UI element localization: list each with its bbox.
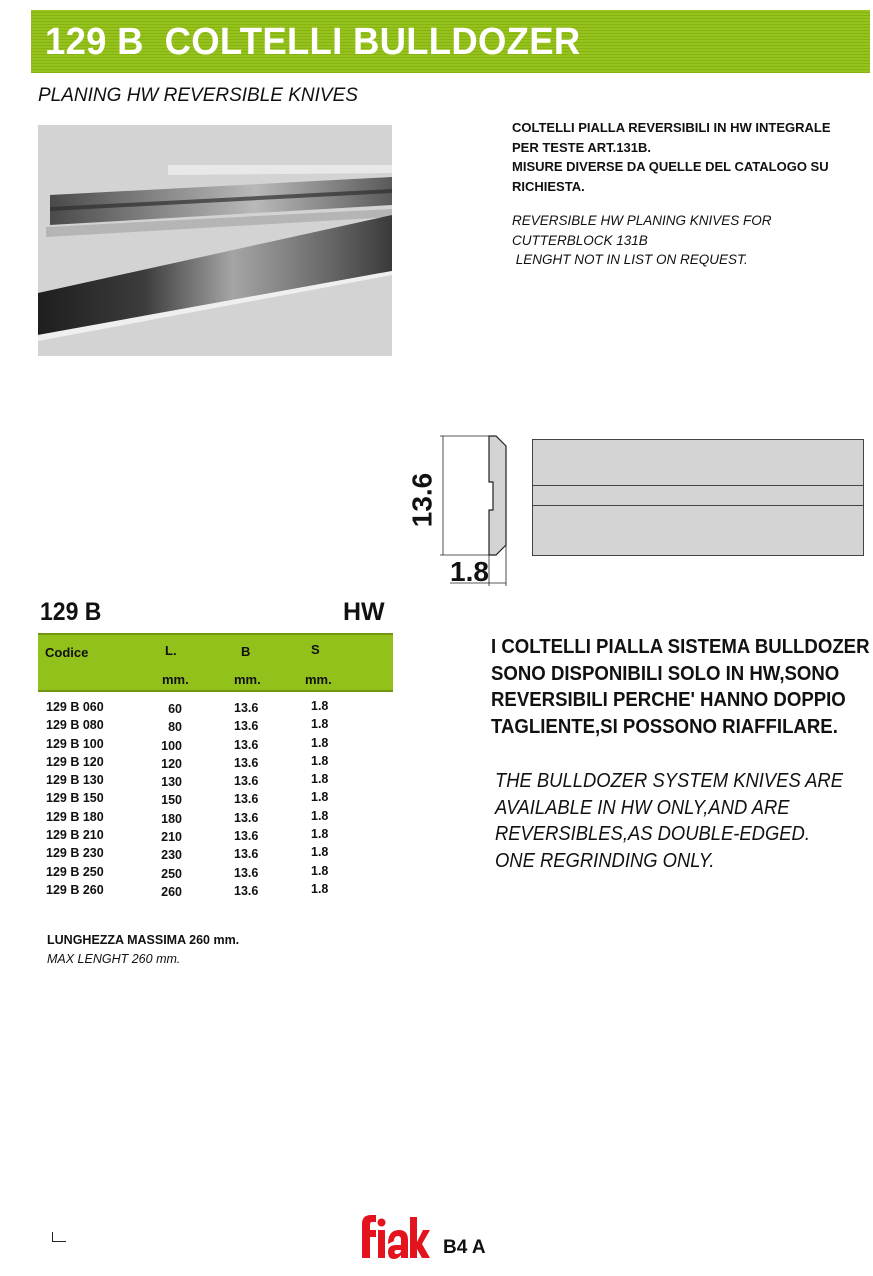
info-english-line: AVAILABLE IN HW ONLY,AND ARE	[495, 796, 790, 819]
max-length-english: MAX LENGHT 260 mm.	[47, 952, 181, 966]
description-italian-line: MISURE DIVERSE DA QUELLE DEL CATALOGO SU	[512, 159, 829, 174]
max-length-italian: LUNGHEZZA MASSIMA 260 mm.	[47, 933, 240, 947]
info-italian	[491, 634, 870, 740]
cell-b: 13.6	[234, 792, 259, 807]
cell-b: 13.6	[234, 774, 259, 789]
info-english	[495, 768, 843, 874]
table-row	[38, 773, 393, 791]
cell-s: 1.8	[311, 717, 329, 732]
table-body	[38, 700, 393, 901]
table-row	[38, 718, 393, 736]
knives-photo-illustration	[38, 125, 392, 356]
cell-s: 1.8	[311, 699, 329, 713]
side-view-groove-line	[533, 505, 863, 506]
table-row	[38, 737, 393, 755]
cell-b: 13.6	[234, 737, 259, 752]
page-code: B4 A	[443, 1237, 486, 1258]
cell-code: 129 B 100	[46, 736, 104, 751]
header-l: L.	[165, 643, 177, 658]
side-view-groove-line	[533, 485, 863, 486]
header-b-unit: mm.	[234, 672, 261, 687]
cell-l: 180	[161, 811, 182, 826]
cell-code: 129 B 060	[46, 700, 104, 714]
description-italian	[512, 118, 852, 196]
header-s: S	[311, 642, 320, 657]
cell-s: 1.8	[311, 881, 329, 896]
table-row	[38, 828, 393, 846]
table-header	[38, 633, 393, 692]
cell-b: 13.6	[234, 829, 259, 844]
info-italian-line: I COLTELLI PIALLA SISTEMA BULLDOZER	[491, 636, 870, 658]
info-english-line: ONE REGRINDING ONLY.	[495, 849, 715, 872]
description-english	[512, 211, 852, 270]
table-row	[38, 755, 393, 773]
cell-b: 13.6	[234, 883, 259, 898]
table-row	[38, 846, 393, 864]
header-l-unit: mm.	[162, 672, 189, 687]
cell-l: 120	[161, 756, 182, 771]
cell-s: 1.8	[311, 863, 329, 878]
corner-mark	[52, 1232, 66, 1242]
cell-b: 13.6	[234, 755, 259, 770]
cell-l: 60	[168, 702, 182, 716]
description-english-line: CUTTERBLOCK 131B	[512, 232, 648, 248]
cell-code: 129 B 260	[46, 882, 104, 897]
cell-b: 13.6	[234, 847, 259, 862]
height-dimension-label: 13.6	[406, 472, 437, 528]
header-s-unit: mm.	[305, 672, 332, 687]
cell-l: 210	[161, 830, 182, 845]
info-italian-line: REVERSIBILI PERCHE' HANNO DOPPIO	[491, 689, 846, 711]
page-title: 129 B COLTELLI BULLDOZER	[45, 21, 581, 63]
cell-s: 1.8	[311, 753, 329, 768]
table-row	[38, 810, 393, 828]
cell-s: 1.8	[311, 735, 329, 750]
cell-s: 1.8	[311, 790, 329, 805]
cell-l: 80	[168, 720, 182, 735]
info-english-line: REVERSIBLES,AS DOUBLE-EDGED.	[495, 823, 810, 845]
cell-l: 150	[161, 793, 182, 808]
knife-side-view	[532, 439, 864, 556]
cell-l: 130	[161, 775, 182, 790]
page-subtitle: PLANING HW REVERSIBLE KNIVES	[38, 85, 358, 106]
table-material-title: HW	[343, 598, 385, 626]
table-row	[38, 700, 393, 718]
cell-l: 260	[161, 884, 182, 899]
cell-code: 129 B 180	[46, 809, 104, 824]
cell-b: 13.6	[234, 719, 259, 734]
cell-l: 250	[161, 866, 182, 881]
cell-b: 13.6	[234, 865, 259, 880]
product-photo	[38, 125, 392, 356]
info-italian-line: TAGLIENTE,SI POSSONO RIAFFILARE.	[491, 715, 838, 738]
description-english-line: REVERSIBLE HW PLANING KNIVES FOR	[512, 213, 772, 228]
cell-code: 129 B 230	[46, 846, 104, 861]
description-italian-line: COLTELLI PIALLA REVERSIBILI IN HW INTEGRALE	[512, 120, 831, 135]
cell-s: 1.8	[311, 827, 329, 842]
cell-s: 1.8	[311, 772, 329, 787]
description-italian-line: RICHIESTA.	[512, 178, 585, 194]
height-dimension	[401, 472, 443, 528]
cell-code: 129 B 120	[46, 754, 104, 769]
info-english-line: THE BULLDOZER SYSTEM KNIVES ARE	[495, 770, 843, 792]
cell-s: 1.8	[311, 845, 329, 860]
table-code-title: 129 B	[40, 598, 102, 626]
table-row	[38, 791, 393, 809]
thickness-dimension-label: 1.8	[450, 556, 489, 587]
cell-code: 129 B 150	[46, 791, 104, 806]
description-english-line: LENGHT NOT IN LIST ON REQUEST.	[512, 252, 748, 267]
cell-l: 230	[161, 848, 182, 863]
cell-b: 13.6	[234, 810, 259, 825]
table-row	[38, 883, 393, 901]
fiak-logo	[358, 1212, 430, 1262]
cell-code: 129 B 080	[46, 718, 104, 733]
cell-code: 129 B 130	[46, 773, 104, 788]
cell-l: 100	[161, 738, 182, 753]
table-row	[38, 865, 393, 883]
cell-b: 13.6	[234, 701, 259, 715]
header-bar	[31, 10, 870, 73]
info-italian-line: SONO DISPONIBILI SOLO IN HW,SONO	[491, 662, 840, 685]
cell-code: 129 B 210	[46, 828, 104, 843]
cell-code: 129 B 250	[46, 864, 104, 879]
cell-s: 1.8	[311, 808, 329, 823]
header-code: Codice	[45, 645, 89, 660]
description-italian-line: PER TESTE ART.131B.	[512, 139, 651, 155]
header-b: B	[241, 644, 251, 659]
